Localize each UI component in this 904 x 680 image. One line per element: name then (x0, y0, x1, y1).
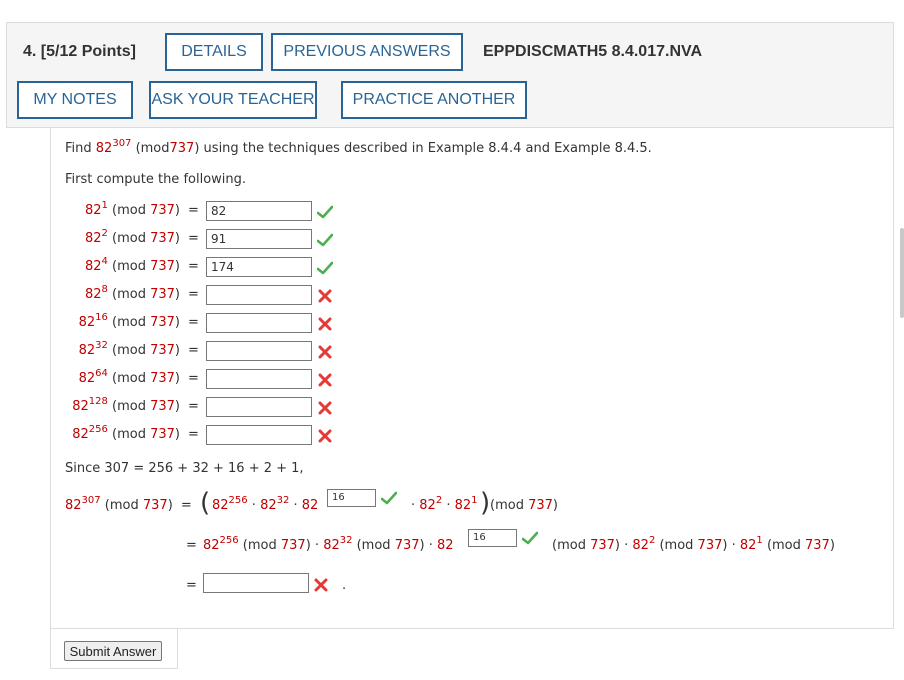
line2-exponent-input[interactable]: 16 (468, 529, 517, 547)
question-header (6, 22, 894, 128)
power-128-input[interactable] (206, 397, 312, 417)
final-cross-icon (314, 578, 328, 592)
open-paren: ( (200, 488, 211, 518)
power-32-input[interactable] (206, 341, 312, 361)
line1-mod: (mod 737) (490, 498, 558, 513)
power-label: $82^4$ (mod 737) (84, 256, 180, 274)
question-number (23, 43, 136, 61)
check-icon (317, 233, 333, 247)
power-equals: = (188, 371, 199, 386)
cross-icon (318, 373, 332, 387)
problem-code: EPPDISCMATH5 8.4.017.NVA (483, 43, 703, 60)
power-64-input[interactable] (206, 369, 312, 389)
line1-lhs: $82^{307}$ (mod 737) = (65, 495, 192, 513)
power-label: $82^{16}$ (mod 737) (78, 312, 180, 330)
check-icon (317, 261, 333, 275)
details-button[interactable]: DETAILS (165, 33, 263, 71)
power-equals: = (188, 259, 199, 274)
practice-another-button[interactable]: PRACTICE ANOTHER (341, 81, 527, 119)
power-label: $82^{64}$ (mod 737) (78, 368, 180, 386)
line2-equals: = (186, 538, 197, 553)
line2-left: $82^{256}$ (mod $737) \cdot 82^{32}$ (mod 737) · 82 (203, 535, 454, 553)
final-period: . (342, 578, 347, 593)
close-paren: ) (480, 488, 491, 518)
prompt-text: Find $82^{307}$ (mod737) using the techniques described in Example 8.4.4 and Example 8.4.5. (65, 138, 652, 156)
check-icon (317, 205, 333, 219)
power-equals: = (188, 287, 199, 302)
line1-exponent-input[interactable]: 16 (327, 489, 376, 507)
power-label: $82^2$ (mod 737) (84, 228, 180, 246)
cross-icon (318, 429, 332, 443)
power-equals: = (188, 399, 199, 414)
my-notes-button[interactable]: MY NOTES (17, 81, 133, 119)
power-4-input[interactable]: 174 (206, 257, 312, 277)
power-256-input[interactable] (206, 425, 312, 445)
previous-answers-button[interactable]: PREVIOUS ANSWERS (271, 33, 463, 71)
question-number-text: 4. (23, 43, 37, 60)
power-16-input[interactable] (206, 313, 312, 333)
power-equals: = (188, 231, 199, 246)
cross-icon (318, 289, 332, 303)
power-label: $82^{256}$ (mod 737) (72, 424, 180, 442)
power-label: $82^{128}$ (mod 737) (72, 396, 180, 414)
first-compute-text: First compute the following. (65, 172, 247, 187)
power-label: $82^1$ (mod 737) (84, 200, 180, 218)
power-label: $82^8$ (mod 737) (84, 284, 180, 302)
power-equals: = (188, 343, 199, 358)
power-equals: = (188, 315, 199, 330)
cross-icon (318, 317, 332, 331)
line1-product-left: $82^{256} \cdot 82^{32} \cdot 82$ (212, 495, 319, 513)
line1-product-right: · $82^2 \cdot 82^1$ (411, 495, 478, 513)
line2-check-icon (522, 531, 538, 545)
ask-teacher-button[interactable]: ASK YOUR TEACHER (149, 81, 317, 119)
power-2-input[interactable]: 91 (206, 229, 312, 249)
line2-right: (mod $737) \cdot 82^2$ (mod $737) \cdot 82^1$ (mod 737) (552, 535, 835, 553)
power-equals: = (188, 427, 199, 442)
power-1-input[interactable]: 82 (206, 201, 312, 221)
line3-equals: = (186, 578, 197, 593)
points-text: [5/12 Points] (40, 43, 136, 60)
power-equals: = (188, 203, 199, 218)
power-label: $82^{32}$ (mod 737) (78, 340, 180, 358)
scrollbar[interactable] (900, 228, 904, 318)
line1-check-icon (381, 491, 397, 505)
cross-icon (318, 401, 332, 415)
cross-icon (318, 345, 332, 359)
final-answer-input[interactable] (203, 573, 309, 593)
power-8-input[interactable] (206, 285, 312, 305)
submit-answer-button[interactable]: Submit Answer (64, 641, 162, 661)
since-text: Since 307 = 256 + 32 + 16 + 2 + 1, (65, 461, 304, 476)
